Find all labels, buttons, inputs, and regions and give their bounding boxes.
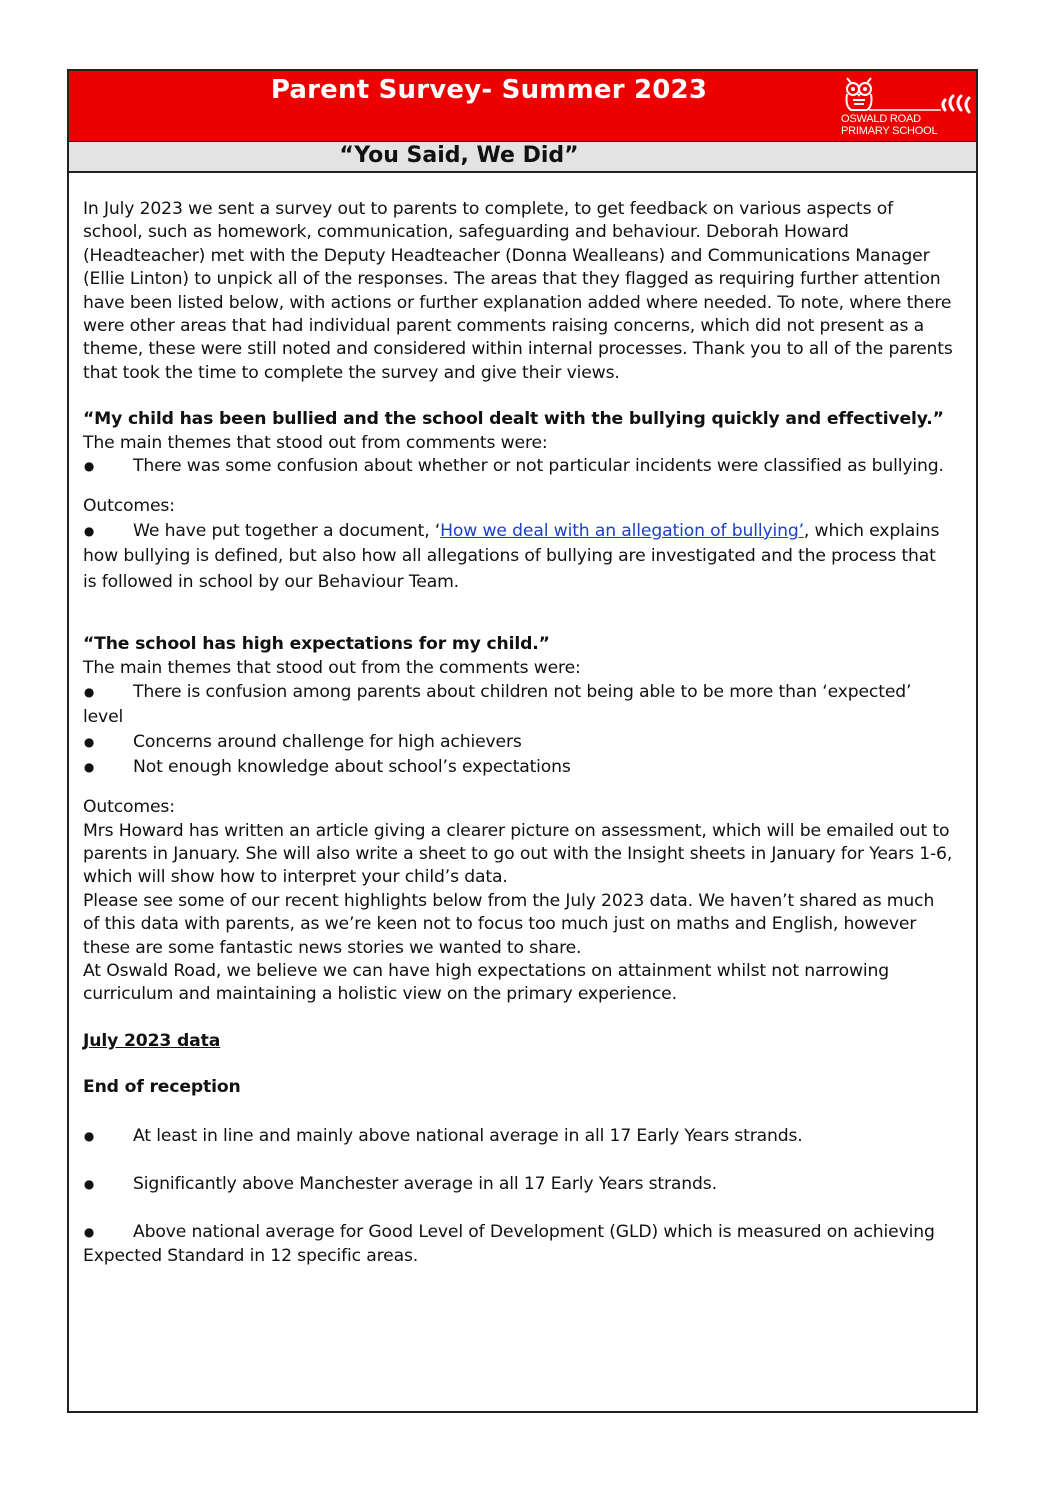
list-item: ● There was some confusion about whether or not particular incidents were classified as bullying.: [83, 455, 953, 478]
intro-paragraph: In July 2023 we sent a survey out to parents to complete, to get feedback on various aspects of school, such as homework, communication, safeguarding and behaviour. Deborah Howard (Headteacher) met with the Deputy Headteacher (Donna Wealleans) and Communications Manager (Ellie Linton) to unpick all of the responses. The areas that they flagged as requiring further attention have been listed below, with actions or further explanation added where needed. To note, where there were other areas that had individual parent comments raising concerns, which did not present as a theme, these were still noted and considered within internal processes. Thank you to all of the parents that took the time to complete the survey and give their views.: [83, 199, 953, 383]
title-banner: [69, 71, 976, 142]
outcome-paragraph: Please see some of our recent highlights below from the July 2023 data. We haven’t shared as much of this data with parents, as we’re keen not to focus too much just on maths and English, however these are some fantastic news stories we wanted to share.: [83, 890, 935, 958]
subtitle-banner: [69, 142, 976, 173]
owl-logo-icon: [841, 74, 973, 118]
list-item: ● Significantly above Manchester average in all 17 Early Years strands.: [83, 1173, 953, 1196]
outcomes-label: Outcomes:: [83, 797, 175, 818]
logo-text-line2: PRIMARY SCHOOL: [841, 125, 938, 137]
section-heading-expectations: “The school has high expectations for my child.”: [83, 634, 550, 655]
page-subtitle: “You Said, We Did”: [339, 143, 579, 168]
logo-text-line1: OSWALD ROAD: [841, 113, 921, 125]
document-body: [83, 198, 953, 1268]
page-title: Parent Survey- Summer 2023: [270, 75, 708, 105]
bullet-icon: ●: [83, 735, 95, 750]
bullet-icon: ●: [83, 523, 95, 538]
data-heading: July 2023 data: [83, 1030, 221, 1051]
bullet-icon: ●: [83, 1177, 95, 1192]
section-heading-bullying: “My child has been bullied and the school dealt with the bullying quickly and effectively.”: [83, 409, 944, 430]
outcome-paragraph: At Oswald Road, we believe we can have high expectations on attainment whilst not narrowing curriculum and maintaining a holistic view on the primary experience.: [83, 961, 889, 1005]
bullet-icon: ●: [83, 459, 95, 474]
themes-intro: The main themes that stood out from comments were:: [83, 432, 548, 453]
bullet-icon: ●: [83, 760, 95, 775]
outcome-paragraph: Mrs Howard has written an article giving a clearer picture on assessment, which will be emailed out to parents in January. She will also write a sheet to go out with the Insight sheets in January for Years 1-6, which will show how to interpret your child’s data.: [83, 820, 953, 888]
school-logo: [841, 74, 973, 138]
list-item: ● There is confusion among parents about children not being able to be more than ‘expected’ level: [83, 682, 912, 728]
data-subheading: End of reception: [83, 1077, 241, 1098]
bullet-icon: ●: [83, 685, 95, 700]
list-item: ● At least in line and mainly above national average in all 17 Early Years strands.: [83, 1125, 953, 1148]
list-item: ● We have put together a document, ‘How we deal with an allegation of bullying’, which explains how bullying is defined, but also how all allegations of bullying are investigated and the process that is followed in school by our Behaviour Team.: [83, 520, 940, 592]
list-item: ● Not enough knowledge about school’s expectations: [83, 755, 953, 780]
list-item: ● Concerns around challenge for high achievers: [83, 730, 953, 755]
bullying-document-link[interactable]: How we deal with an allegation of bullying’: [440, 520, 804, 541]
list-item: ● Above national average for Good Level of Development (GLD) which is measured on achieving Expected Standard in 12 specific areas.: [83, 1222, 935, 1266]
bullet-icon: ●: [83, 1225, 95, 1240]
bullet-icon: ●: [83, 1128, 95, 1143]
outcomes-label: Outcomes:: [83, 496, 175, 517]
themes-intro: The main themes that stood out from the comments were:: [83, 657, 581, 678]
